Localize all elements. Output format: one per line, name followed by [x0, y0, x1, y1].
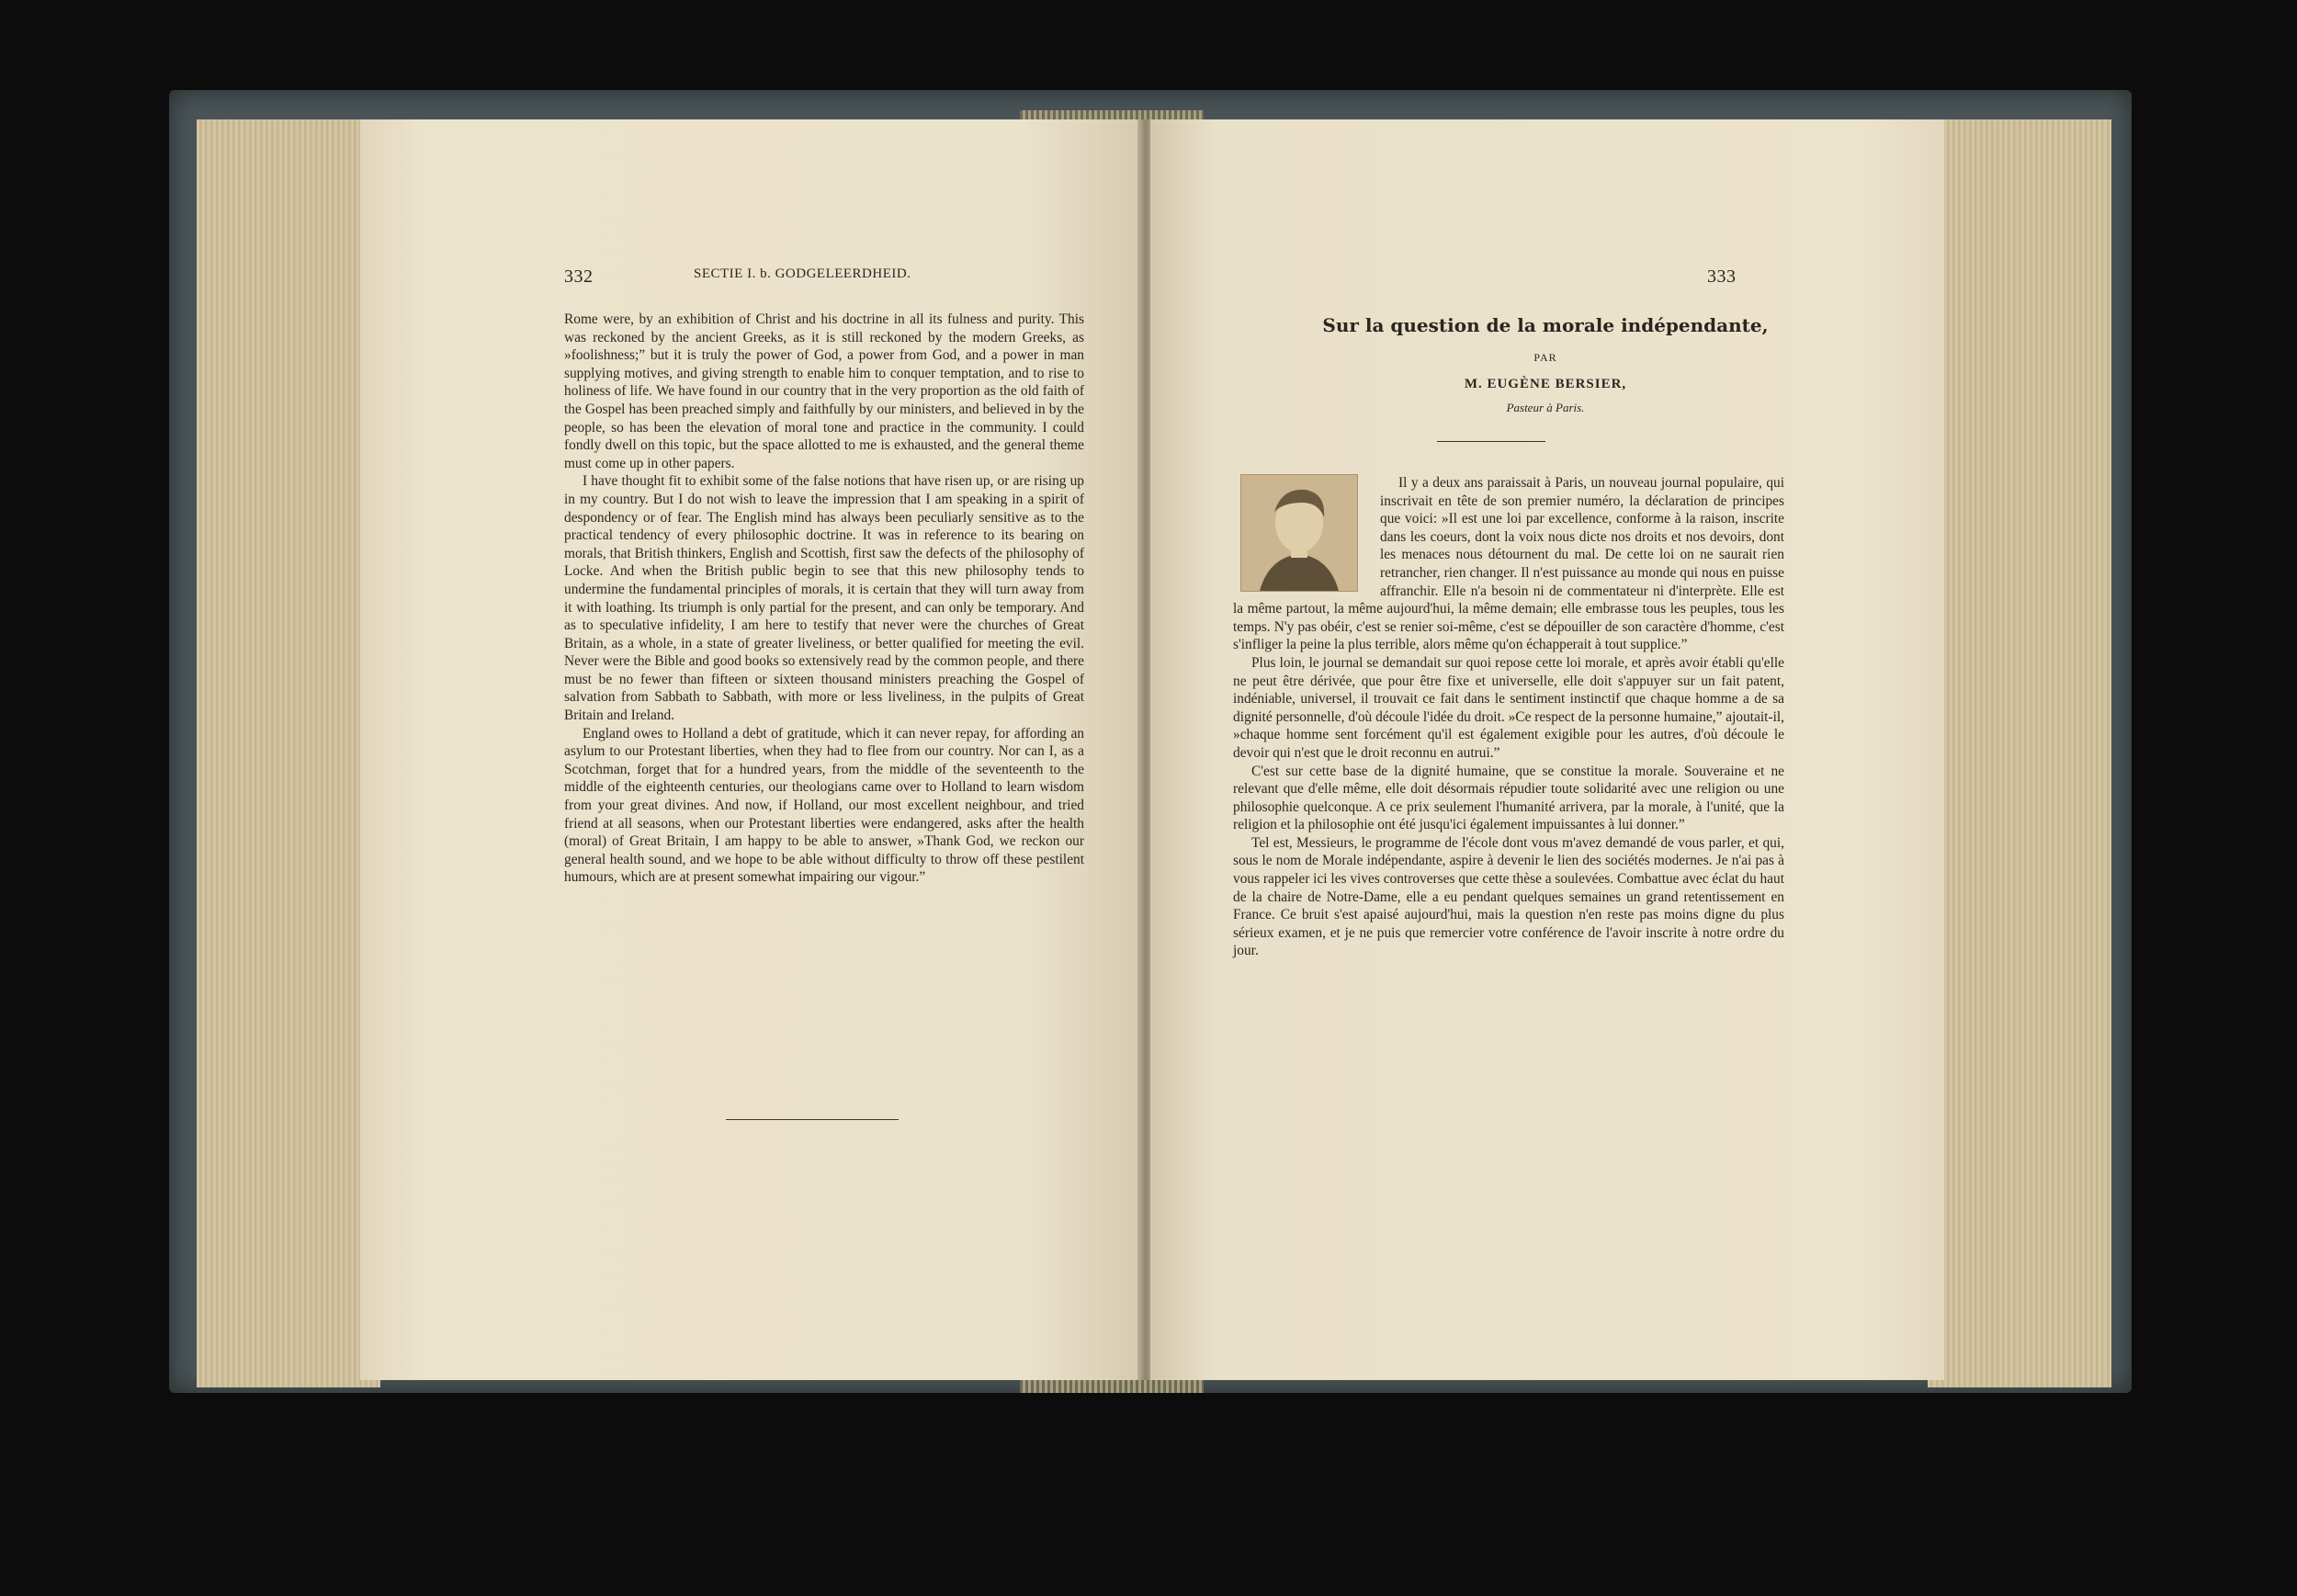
left-page — [360, 119, 1141, 1380]
portrait-space — [1233, 474, 1380, 598]
title-rule — [1437, 441, 1545, 442]
end-rule — [726, 1119, 899, 1120]
left-text-column — [564, 311, 1084, 887]
right-paragraph: Il y a deux ans paraissait à Paris, un nouveau journal populaire, qui inscrivait en tête de son premier numéro, la déclaration de principes que voici: »Il est une loi par excellence, conforme à la raison, inscrite dans les coeurs, dont la voix nous dicte nos droits et nos devoirs, dont les menaces nous détournent du mal. De cette loi on ne saurait rien retrancher, rien changer. Il n'est puissance au monde qui nous en puisse affranchir. Elle n'a besoin ni de commentateur ni d'interprète. Elle est la même partout, la même aujourd'hui, la même demain; elle embrasse tous les peuples, tous les temps. N'y pas obéir, c'est se renier soi-même, c'est se dépouiller de son caractère d'homme, c'est s'infliger la peine la plus terrible, alors même qu'on échapperait à tout supplice.” — [1233, 475, 1784, 653]
right-page — [1150, 119, 1944, 1380]
by-label: PAR — [1533, 351, 1557, 364]
author-name: M. EUGÈNE BERSIER, — [1464, 377, 1627, 391]
right-page-number: 333 — [1707, 266, 1737, 287]
right-paragraph: Plus loin, le journal se demandait sur quoi repose cette loi morale, et après avoir établi qu'elle ne peut être dérivée, que pour être fixe et universelle, elle doit s'appuyer sur un fait patent, indéniable, universel, il trouvait ce fait dans le sentiment instinctif que chaque homme a de sa dignité personnelle, d'où découle l'idée du droit. »Ce respect de la personne humaine,” ajoutait-il, »chaque homme sent forcément qu'il est également exigible pour les autres, d'où découle le devoir qui n'est que le droit reconnu en autrui.” — [1233, 654, 1784, 761]
left-running-head: SECTIE I. b. GODGELEERDHEID. — [694, 266, 911, 281]
left-paragraph: England owes to Holland a debt of gratitude, which it can never repay, for affording an asylum to our Protestant liberties, when they had to flee from our country. Nor can I, as a Scotchman, forget that for a hundred years, from the middle of the seventeenth to the middle of the eighteenth centuries, our theologians came over to Holland to learn wisdom from your great divines. And now, if Holland, our most excellent neighbour, and tried friend at all seasons, when our Protestant liberties were endangered, asks after the health (moral) of Great Britain, I am happy to be able to answer, »Thank God, we reckon our general health sound, and we hope to be able without difficulty to throw off these pestilent humours, which are at present somewhat impairing our vigour.” — [564, 725, 1084, 886]
right-text-column — [1233, 474, 1784, 960]
left-paragraph: I have thought fit to exhibit some of the false notions that have risen up, or are rising up in my country. But I do not wish to leave the impression that I am speaking in a spirit of despondency or of fear. The English mind has always been peculiarly sensitive as to the practical tendency of every philosophic doctrine. It was in reference to its bearing on morals, that British thinkers, English and Scottish, first saw the defects of the philosophy of Locke. And when the British public begin to see that this new philosophy tends to undermine the fundamental principles of morals, it is certain that they will turn away from it with loathing. Its triumph is only partial for the present, and can only be temporary. And as to speculative infidelity, I am here to testify that never were the churches of Great Britain, as a whole, in a state of greater liveliness, or better qualified for meeting the evil. Never were the Bible and good books so extensively read by the common people, and there must be no fewer than fifteen or sixteen thousand ministers preaching the Gospel of salvation from Sabbath to Sabbath, with more or less liveliness, in the pulpits of Great Britain and Ireland. — [564, 473, 1084, 724]
page-block-right — [1928, 119, 2111, 1387]
right-paragraph: Tel est, Messieurs, le programme de l'école dont vous m'avez demandé de vous parler, et qui, sous le nom de Morale indépendante, aspire à devenir le lien des sociétés modernes. Je n'ai pas à vous rappeler ici les vives controverses que cette thèse a soulevées. Combattue avec éclat du haut de la chaire de Notre-Dame, elle a eu pendant quelques semaines un grand retentissement en France. Ce bruit s'est apaisé aujourd'hui, mais la question n'en reste pas moins digne du plus sérieux examen, et je ne puis que remercier votre conférence de l'avoir inscrite à notre ordre du jour. — [1233, 834, 1785, 959]
right-paragraph: C'est sur cette base de la dignité humaine, que se constitue la morale. Souveraine et ne relevant que d'elle même, elle doit désormais répudier toute solidarité avec une religion ou une philosophie quelconque. A ce prix seulement l'humanité arrivera, par la morale, à l'unité, que la religion et la philosophie ont été jusqu'ici également impuissantes à lui donner.” — [1233, 763, 1784, 833]
left-paragraph: Rome were, by an exhibition of Christ and his doctrine in all its fulness and purity. This was reckoned by the ancient Greeks, as it is still reckoned by the modern Greeks, as »foolishness;” but it is truly the power of God, a power from God, and a power in man supplying motives, and giving strength to enable him to conquer temptation, and to rise to holiness of life. We have found in our country that in the very proportion as the old faith of the Gospel has been preached simply and faithfully by our ministers, and believed in by the people, so has been the elevation of moral tone and practice in the community. I could fondly dwell on this topic, but the space allotted to me is exhausted, and the general theme must come up in other papers. — [564, 311, 1084, 471]
article-title: Sur la question de la morale indépendante, — [1322, 314, 1769, 336]
left-page-number: 332 — [564, 266, 594, 287]
author-role: Pasteur à Paris. — [1506, 401, 1585, 414]
page-block-left — [197, 119, 380, 1387]
